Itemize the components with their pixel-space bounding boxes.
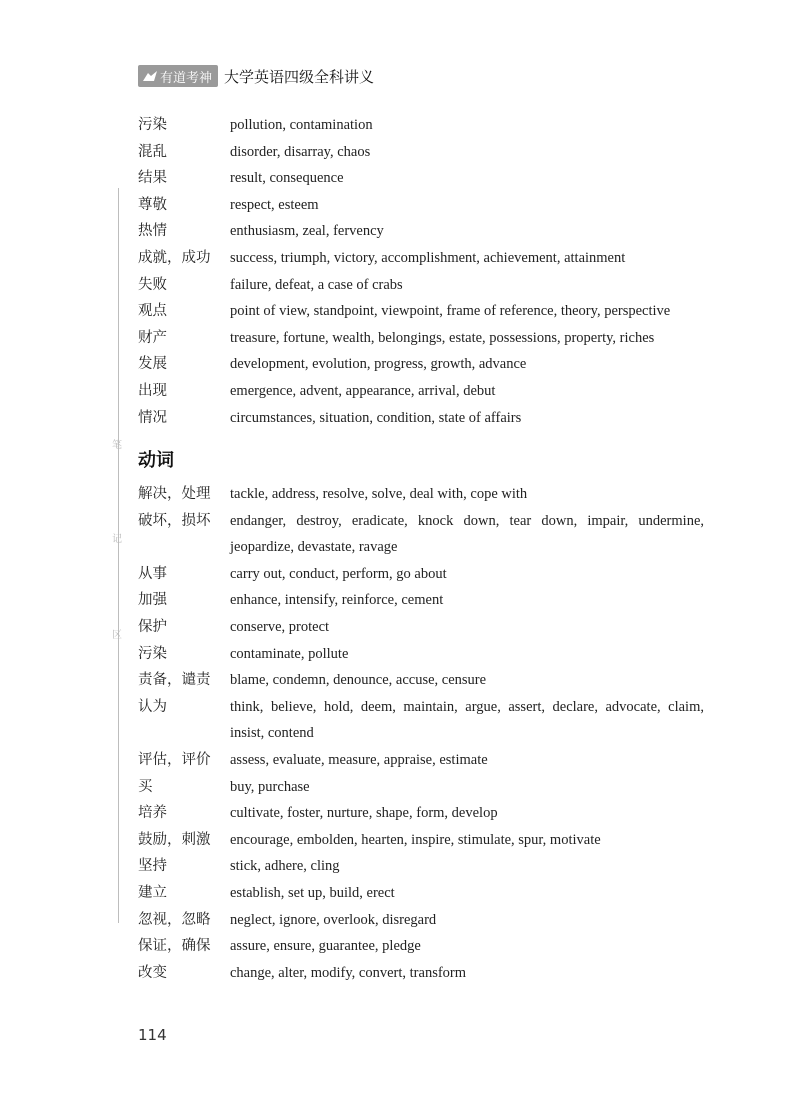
- chinese-term: 混乱: [138, 143, 167, 160]
- english-synonyms: enhance, intensify, reinforce, cement: [230, 592, 444, 609]
- chinese-term: 尊敬: [138, 196, 167, 213]
- chinese-term: 保证，确保: [138, 938, 211, 955]
- english-synonyms: assess, evaluate, measure, appraise, estimate: [230, 752, 488, 768]
- english-synonyms: circumstances, situation, condition, state of affairs: [230, 409, 522, 426]
- english-synonyms: blame, condemn, denounce, accuse, censure: [230, 672, 487, 689]
- chinese-term: 买: [138, 778, 153, 795]
- margin-note-1: 笔: [112, 440, 122, 451]
- english-synonyms: development, evolution, progress, growth, advance: [230, 356, 527, 373]
- chinese-term: 情况: [138, 409, 167, 426]
- english-synonyms: tackle, address, resolve, solve, deal with, cope with: [230, 486, 528, 502]
- chinese-term: 加强: [138, 592, 167, 609]
- english-synonyms: respect, esteem: [230, 196, 319, 213]
- english-synonyms: success, triumph, victory, accomplishment, achievement, attainment: [230, 250, 626, 266]
- chinese-term: 污染: [138, 117, 167, 133]
- english-synonyms: point of view, standpoint, viewpoint, frame of reference, theory, perspective: [230, 303, 671, 320]
- chinese-term: 责备，谴责: [138, 672, 211, 689]
- margin-note-3: 区: [112, 630, 122, 641]
- brand-badge: [138, 65, 218, 87]
- chinese-term: 观点: [138, 303, 167, 320]
- chinese-term: 培养: [138, 805, 167, 822]
- chinese-term: 成就，成功: [138, 250, 211, 266]
- chinese-term: 结果: [138, 170, 167, 187]
- chinese-term: 出现: [138, 383, 167, 399]
- english-synonyms: disorder, disarray, chaos: [230, 143, 371, 160]
- english-synonyms: buy, purchase: [230, 778, 310, 795]
- english-synonyms: carry out, conduct, perform, go about: [230, 565, 447, 582]
- chinese-term: 从事: [138, 565, 167, 582]
- chinese-term: 建立: [138, 885, 167, 901]
- english-synonyms: stick, adhere, cling: [230, 858, 340, 875]
- english-synonyms: endanger, destroy, eradicate, knock down, tear down, impair, undermine, jeopardize, devastate, ravage: [230, 512, 704, 556]
- english-synonyms: pollution, contamination: [230, 117, 373, 133]
- page-number: 114: [138, 1026, 167, 1044]
- english-synonyms: conserve, protect: [230, 619, 330, 635]
- page-header: [138, 64, 374, 88]
- english-synonyms: result, consequence: [230, 170, 344, 187]
- brand-name: 有道考神: [160, 70, 213, 86]
- verbs-section-title: 动词: [138, 450, 174, 471]
- chinese-term: 坚持: [138, 858, 167, 875]
- chinese-term: 发展: [138, 356, 167, 373]
- chinese-term: 保护: [138, 619, 167, 635]
- english-synonyms: assure, ensure, guarantee, pledge: [230, 938, 421, 955]
- chinese-term: 解决，处理: [138, 486, 211, 502]
- chinese-term: 破坏，损坏: [138, 512, 211, 529]
- english-synonyms: emergence, advent, appearance, arrival, debut: [230, 383, 496, 399]
- english-synonyms: contaminate, pollute: [230, 645, 349, 662]
- chinese-term: 鼓励，刺激: [138, 831, 211, 848]
- english-synonyms: think, believe, hold, deem, maintain, argue, assert, declare, advocate, claim, insist, contend: [230, 698, 704, 742]
- chinese-term: 忽视，忽略: [138, 911, 211, 928]
- english-synonyms: treasure, fortune, wealth, belongings, estate, possessions, property, riches: [230, 329, 655, 346]
- chinese-term: 财产: [138, 329, 167, 346]
- notes-margin-line: [118, 188, 119, 923]
- chinese-term: 评估，评价: [138, 752, 211, 768]
- margin-note-2: 记: [112, 534, 122, 545]
- book-title: 大学英语四级全科讲义: [224, 67, 375, 86]
- chinese-term: 失败: [138, 276, 167, 293]
- english-synonyms: cultivate, foster, nurture, shape, form, develop: [230, 805, 498, 822]
- english-synonyms: encourage, embolden, hearten, inspire, stimulate, spur, motivate: [230, 831, 601, 848]
- brand-logo-icon: [142, 70, 158, 82]
- english-synonyms: neglect, ignore, overlook, disregard: [230, 911, 437, 928]
- chinese-term: 认为: [138, 698, 167, 715]
- chinese-term: 改变: [138, 964, 167, 981]
- chinese-term: 热情: [138, 223, 167, 240]
- english-synonyms: failure, defeat, a case of crabs: [230, 276, 403, 293]
- english-synonyms: enthusiasm, zeal, fervency: [230, 223, 384, 240]
- english-synonyms: change, alter, modify, convert, transform: [230, 964, 467, 981]
- english-synonyms: establish, set up, build, erect: [230, 885, 395, 901]
- chinese-term: 污染: [138, 645, 167, 662]
